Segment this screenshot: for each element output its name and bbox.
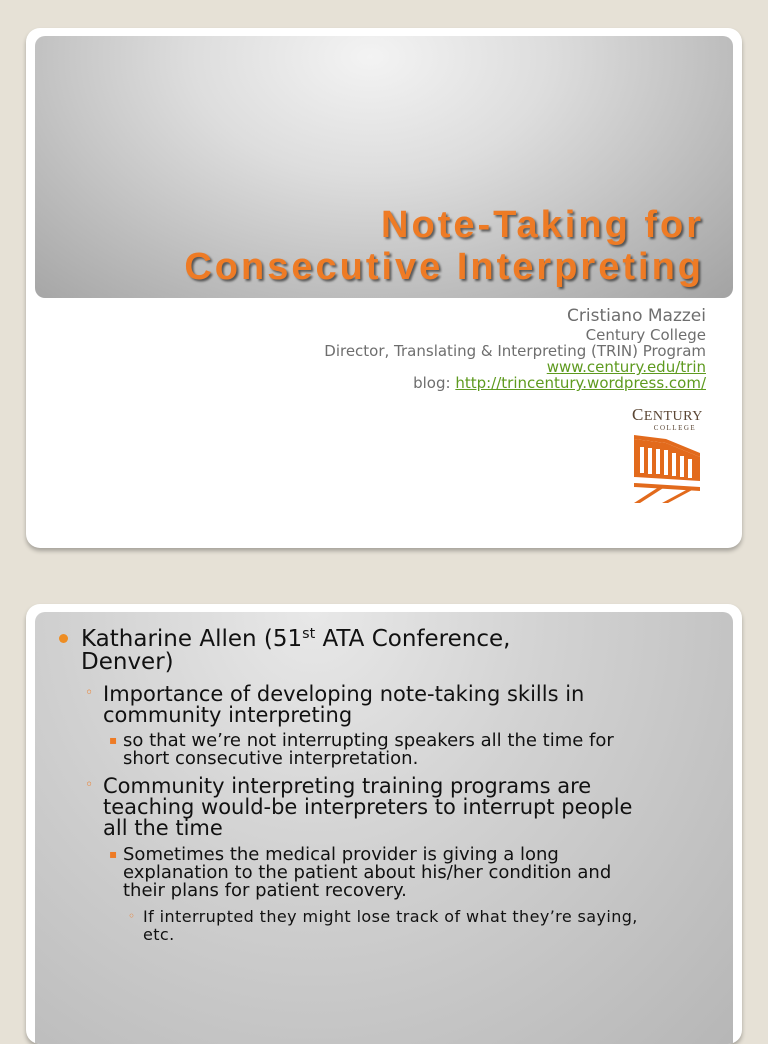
- bullet-text-cont: all the time: [103, 816, 223, 840]
- bullet-text-cont: teaching would-be interpreters to interrupt people: [103, 795, 633, 819]
- title-line-2: Consecutive Interpreting: [184, 246, 704, 288]
- century-college-logo: [632, 406, 702, 500]
- college-name: Century College: [585, 326, 706, 344]
- bullet-text-cont: their plans for patient recovery.: [123, 880, 407, 901]
- subtitle-block: [324, 306, 706, 391]
- square-bullet-icon: ▪: [109, 847, 118, 861]
- list-item: [85, 774, 723, 840]
- circle-bullet-icon: ◦: [85, 777, 94, 793]
- logo-wordmark: CENTURY: [632, 405, 703, 424]
- list-item: [109, 844, 723, 901]
- author-name: Cristiano Mazzei: [567, 306, 706, 326]
- bullet-text: so that we’re not interrupting speakers all the time for: [123, 730, 614, 751]
- blog-link[interactable]: http://trincentury.wordpress.com/: [455, 374, 706, 392]
- list-item: [85, 682, 723, 727]
- bullet-text-cont: explanation to the patient about his/her condition and: [123, 862, 612, 883]
- square-bullet-icon: ▪: [109, 733, 118, 747]
- bullet-text-cont: etc.: [143, 925, 175, 944]
- bullet-dot-icon: [59, 634, 68, 643]
- list-item: [109, 730, 723, 769]
- building-logo-icon: [632, 435, 702, 503]
- bullet-text: Community interpreting training programs are: [103, 774, 592, 798]
- bullet-text-cont: Denver): [81, 649, 174, 675]
- logo-subword: COLLEGE: [653, 424, 697, 432]
- slide-title: [184, 204, 704, 288]
- bullet-text-cont: short consecutive interpretation.: [123, 748, 419, 769]
- author-role: Director, Translating & Interpreting (TRIN) Program: [324, 342, 706, 360]
- website-link[interactable]: www.century.edu/trin: [546, 358, 706, 376]
- website-row: [324, 359, 706, 375]
- title-line-1: Note-Taking for: [381, 204, 704, 246]
- blog-row: [324, 375, 706, 391]
- bullet-text: Katharine Allen (51st ATA Conference,: [81, 626, 511, 652]
- title-slide: [26, 28, 742, 548]
- bullet-text-cont: community interpreting: [103, 703, 353, 727]
- content-slide: [26, 604, 742, 1044]
- circle-bullet-icon: ◦: [128, 909, 136, 923]
- circle-bullet-icon: ◦: [85, 685, 94, 701]
- list-item: [128, 907, 733, 944]
- list-item: [81, 628, 701, 674]
- bullet-text: Sometimes the medical provider is giving a long: [123, 844, 559, 865]
- bullet-text: If interrupted they might lose track of what they’re saying,: [143, 907, 638, 926]
- bullet-text: Importance of developing note-taking skills in: [103, 682, 585, 706]
- blog-label: blog:: [413, 374, 456, 392]
